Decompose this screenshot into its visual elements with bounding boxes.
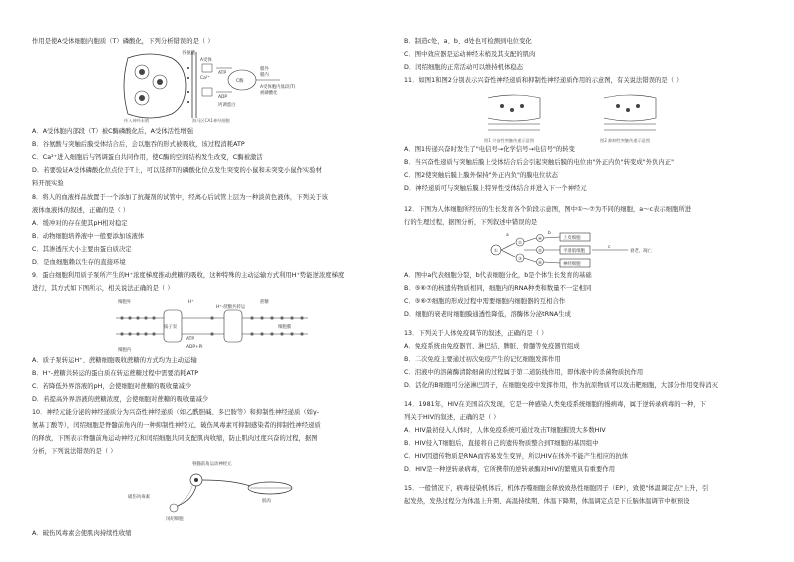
- text-line: A．HIV最初侵入人体时，人体免疫系统可通过攻击T细胞摧毁大多数HIV: [404, 427, 606, 434]
- text-line: C．⑤⑥⑦细胞的形成过程中需要细胞内细胞器的互相合作: [404, 298, 566, 305]
- figure-label: 上皮细胞: [563, 236, 581, 241]
- text-line: 15．一般情况下，病毒侵染机体后，机体吞噬细胞会释放致热性细胞因子（EP），致使"体温调定点"上升，引: [404, 485, 709, 492]
- figure-label: C酶: [236, 79, 244, 84]
- figure-label: ADP: [218, 95, 228, 100]
- text-line: 进行，其方式如下图所示，相关说法正确的是（ ）: [32, 285, 174, 292]
- text-line: 液体血液体的叙述，正确的是（ ）: [32, 207, 130, 214]
- figure-label: 细胞外: [118, 300, 132, 305]
- text-line: B．谷氨酸与突触后膜受体结合后，会以胞吞的形式被吸收，该过程消耗ATP: [32, 141, 245, 148]
- text-line: C．泪液中的溶菌酶清除细菌的过程属于第二道防线作用，即体液中的杀菌物质抗作用: [404, 369, 644, 376]
- text-line: 行的生理过程，据图分析，下列叙述中错误的是: [404, 219, 538, 226]
- text-line: C．图2使突触后膜上膜外保持"外正内负"的膜电位状态: [404, 172, 559, 179]
- text-line: 10．神经元能分泌的神经递质分为兴奋性神经递质（如乙酰胆碱、多巴胺等）和抑制性神经递质（如γ-: [32, 409, 320, 416]
- figure-label: 膜内: [260, 73, 269, 78]
- figure-label: ⑤: [538, 249, 542, 254]
- text-line: C．其渗透压大小主要由蛋白质决定: [32, 246, 132, 253]
- text-line: B．HIV侵入T细胞后，直接将自己的遗传物质整合到T细胞的基因组中: [404, 440, 599, 447]
- text-line: 作用是使A受体细胞内胞质（T）磷酸化，下列分析错误的是（ ）: [32, 38, 214, 45]
- text-line: D．HIV是一种逆转录病毒，它所携带的逆转录酶对HIV的繁殖具有重要作用: [404, 466, 616, 473]
- figure-label: ADP+Pi: [186, 345, 203, 350]
- text-line: 分析，下列说法错误的是（ ）: [32, 448, 117, 455]
- figure-caption: 图2 抑制性突触传递示意图: [600, 138, 651, 143]
- figure-label: ATP: [186, 337, 194, 342]
- text-line: 列关于HIV的叙述，正确的是（ ）: [404, 414, 500, 421]
- figure-label: 闰绍细胞: [166, 517, 184, 522]
- text-line: 的释放，下图表示脊髓前角运动神经元和闰绍细胞共同支配肌肉收缩，防止肌肉过度兴奋的过程，据图: [32, 435, 318, 442]
- figure-label: 神经细胞: [563, 262, 581, 267]
- synapse-pair-figure: [484, 88, 694, 144]
- figure-label: 脊髓前角运动神经元: [192, 462, 232, 467]
- figure-label: ATP: [218, 71, 226, 76]
- text-line: 9．蛋白细胞利用质子泵所产生的H⁺浓度梯度推动蔗糖的吸收，这种特殊的主动运输方式利用H⁺势能逆浓度梯度: [32, 272, 345, 279]
- figure-label: b: [548, 231, 551, 236]
- text-line: B．二次免疫主要通过初次免疫产生的记忆细胞发挥作用: [404, 356, 561, 363]
- figure-label: 质子泵: [164, 325, 178, 330]
- figure-label: a: [506, 233, 509, 238]
- figure-label: 平滑肌细胞: [563, 249, 585, 254]
- figure-label: 传入神经末梢: [124, 118, 150, 123]
- figure-label: 肌肉: [262, 499, 271, 504]
- text-line: B．H⁺-蔗糖共转运的蛋白质在转运蔗糖过程中需要消耗ATP: [32, 370, 199, 377]
- text-line: B．当兴奋性递质与突触后膜上受体结合后会引起突触后膜的电位由"外正内负"转变成"外负内正": [404, 159, 675, 166]
- text-line: A．免疫系统由免疫器官、淋巴结、脾脏、骨髓等免疫器官组成: [404, 343, 580, 350]
- text-line: D．闰绍细胞的正常活动可以维持机体稳态: [404, 64, 524, 71]
- figure-label: ⑥: [538, 261, 542, 266]
- text-line: D．神经递质可与突触后膜上特异性受体结合并进入下一个神经元: [404, 185, 587, 192]
- figure-label: H⁺-蔗糖共转运: [216, 305, 246, 310]
- text-line: 料开展实验: [32, 180, 64, 187]
- text-line: D．活化的B细胞可分泌淋巴因子，在细胞免疫中发挥作用，作为抗原物质可以攻击靶细胞，大部分作用变得消灭: [404, 382, 718, 389]
- cell-development-figure: [488, 230, 678, 268]
- text-line: A．缓冲对的存在使其pH相对稳定: [32, 220, 128, 227]
- figure-label: ④: [538, 237, 542, 242]
- figure-label: 衰老、凋亡: [630, 249, 652, 254]
- synapse-figure: [120, 48, 320, 124]
- figure-label: 细胞内: [118, 348, 132, 353]
- figure-label: 细胞膜: [278, 325, 292, 330]
- text-line: D．若要验证A受体磷酸化位点位于T上，可以选择T的磷酸化位点发生突变的小鼠和未突变小鼠作实验材: [32, 167, 322, 174]
- text-line: 氨基丁酸等），闰绍细胞是脊髓前角内的一种抑制性神经元，破伤风毒素可抑制感染者的抑制性神经递质: [32, 422, 321, 429]
- figure-label: 膜外: [260, 67, 269, 72]
- text-line: 起发热，发热过程分为体温上升期、高温持续期、体温下降期，体温调定点是下丘脑体温调节中枢预设: [404, 498, 690, 505]
- text-line: A．图中a代表细胞分裂，b代表细胞分化，b是个体生长发育的基础: [404, 272, 592, 279]
- text-line: D．细胞的衰老时细胞膜通透性降低，溶酶体分泌tRNA生成: [404, 311, 571, 318]
- figure-label: 谷氨酸: [182, 51, 196, 56]
- figure-label: ③: [518, 257, 522, 262]
- text-line: B．⑤⑥⑦的核遗传物质相同，细胞内的RNA种类和数量不一定相同: [404, 285, 592, 292]
- text-line: C．Ca²⁺进入细胞后与钙调蛋白共同作用，使C酶的空间结构发生改变，C酶被激活: [32, 154, 263, 161]
- figure-caption: 海马区CA1神经细胞: [192, 118, 230, 123]
- reflex-figure: [122, 458, 302, 522]
- text-line: D．若提高外界溶液的蔗糖浓度，会使细胞对蔗糖的吸收量减少: [32, 396, 209, 403]
- text-line: B．制造c处，a、b、d处也可检测到电位变化: [404, 38, 532, 45]
- figure-label: c: [608, 245, 611, 250]
- text-line: D．是血细胞赖以生存的直接环境: [32, 259, 126, 266]
- figure-label: ②: [518, 241, 522, 246]
- text-line: A．图1传递兴奋时发生了"电信号→化学信号→电信号"的转变: [404, 146, 575, 153]
- figure-caption: 图1 兴奋性突触传递示意图: [484, 138, 535, 143]
- figure-label: 被磷酸化: [260, 91, 278, 96]
- text-line: 8．将人的血液样品放置于一个添加了抗凝剂的试管中，经离心后试管上层为一种淡黄色液体，下列关于该: [32, 194, 329, 201]
- figure-label: 破伤风毒素: [128, 495, 150, 500]
- figure-label: A受体: [200, 58, 212, 63]
- figure-label: 钙调蛋白: [218, 103, 236, 108]
- text-line: A．A受体胞内部段（T）被C酶磷酸化后，A受体活性增强: [32, 128, 194, 135]
- membrane-figure: [112, 296, 312, 354]
- text-line: A．破伤风毒素会使肌肉持续性收缩: [32, 530, 132, 537]
- text-line: B．动物细胞培养液中一般要添加该液体: [32, 233, 145, 240]
- figure-label: A受体胞内肽段(T): [260, 85, 296, 90]
- text-line: C．若降低外界溶液的pH，会使细胞对蔗糖的吸收量减少: [32, 383, 192, 390]
- figure-label: H⁺: [188, 300, 194, 305]
- text-line: C．图中效应器是运动神经末梢及其支配的肌肉: [404, 51, 536, 58]
- text-line: 11．如图1和图2分别表示兴奋性神经递质和抑制性神经递质作用的示意图，有关说法错误的是（ ）: [404, 77, 683, 84]
- figure-label: 蔗糖: [260, 300, 269, 305]
- text-line: C．HIV因遗传物质是RNA而容易发生变异，所以HIV在体外不能产生相应的抗体: [404, 453, 629, 460]
- text-line: 12．下图为人体细胞所经历的生长发育各个阶段示意图，图中①～⑦为不同的细胞，a～c表示细胞所进: [404, 206, 692, 213]
- text-line: 13．下列关于人体免疫调节的叙述，正确的是（ ）: [404, 330, 548, 337]
- figure-label: ①: [494, 249, 498, 254]
- figure-label: Ca²⁺: [200, 76, 210, 81]
- text-line: 14．1981年，HIV在美国首次发现，它是一种感染人类免疫系统细胞的慢病毒，属于逆转录病毒的一种，下: [404, 401, 706, 408]
- text-line: A．质子泵转运H⁺、蔗糖细胞吸收蔗糖的方式均为主动运输: [32, 357, 197, 364]
